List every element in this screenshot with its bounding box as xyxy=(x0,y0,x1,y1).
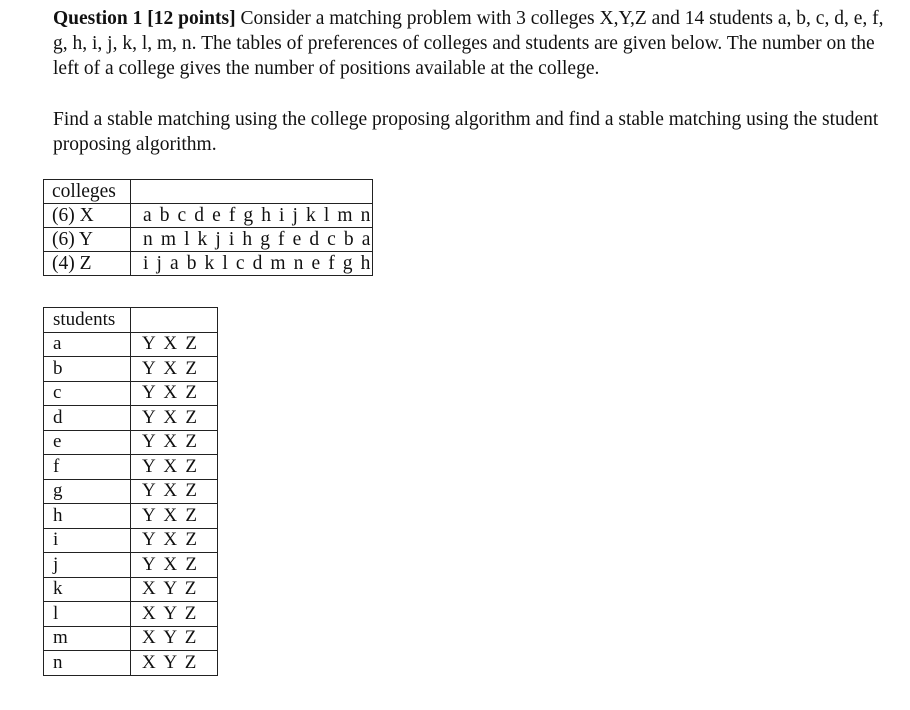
student-row xyxy=(44,406,218,431)
college-row xyxy=(44,228,373,252)
colleges-header-row xyxy=(44,180,373,204)
task-paragraph: Find a stable matching using the college proposing algorithm and find a stable matching using the student proposing algorithm. xyxy=(53,109,879,155)
students-header: students xyxy=(44,308,131,333)
student-row xyxy=(44,528,218,553)
student-name: i xyxy=(44,528,131,553)
student-preferences: Y X Z xyxy=(131,381,218,406)
student-preferences: X Y Z xyxy=(131,602,218,627)
student-row xyxy=(44,381,218,406)
student-preferences: Y X Z xyxy=(131,406,218,431)
student-name: c xyxy=(44,381,131,406)
student-name: h xyxy=(44,504,131,529)
student-name: j xyxy=(44,553,131,578)
student-preferences: Y X Z xyxy=(131,332,218,357)
student-preferences: X Y Z xyxy=(131,651,218,676)
students-header-empty xyxy=(131,308,218,333)
student-name: l xyxy=(44,602,131,627)
student-name: d xyxy=(44,406,131,431)
student-preferences: X Y Z xyxy=(131,626,218,651)
student-row xyxy=(44,626,218,651)
student-preferences: Y X Z xyxy=(131,430,218,455)
college-name: (6) X xyxy=(44,204,131,228)
student-row xyxy=(44,651,218,676)
students-table xyxy=(43,307,218,676)
college-preferences: i j a b k l c d m n e f g h xyxy=(131,252,373,276)
question-paragraph xyxy=(53,6,893,81)
student-preferences: Y X Z xyxy=(131,357,218,382)
college-preferences: a b c d e f g h i j k l m n xyxy=(131,204,373,228)
student-row xyxy=(44,357,218,382)
student-row xyxy=(44,332,218,357)
colleges-table xyxy=(43,179,373,276)
student-preferences: Y X Z xyxy=(131,455,218,480)
student-row xyxy=(44,455,218,480)
college-name: (6) Y xyxy=(44,228,131,252)
colleges-header-empty xyxy=(131,180,373,204)
student-preferences: Y X Z xyxy=(131,553,218,578)
college-row xyxy=(44,252,373,276)
question-label: Question 1 [12 points] xyxy=(53,8,236,29)
student-name: a xyxy=(44,332,131,357)
student-preferences: X Y Z xyxy=(131,577,218,602)
colleges-header: colleges xyxy=(44,180,131,204)
student-preferences: Y X Z xyxy=(131,479,218,504)
student-name: k xyxy=(44,577,131,602)
student-row xyxy=(44,602,218,627)
student-row xyxy=(44,479,218,504)
college-row xyxy=(44,204,373,228)
student-name: m xyxy=(44,626,131,651)
student-name: b xyxy=(44,357,131,382)
college-name: (4) Z xyxy=(44,252,131,276)
student-name: g xyxy=(44,479,131,504)
student-preferences: Y X Z xyxy=(131,504,218,529)
student-row xyxy=(44,504,218,529)
student-name: n xyxy=(44,651,131,676)
student-preferences: Y X Z xyxy=(131,528,218,553)
question-text: Consider a matching problem with 3 colleges X,Y,Z and 14 students a, b, c, d, e, f, g, h, i, j, k, l, m, n. The tables of preferences of colleges and students are given below. The number on the left of a college gives the number of positions available at the college. xyxy=(53,8,884,79)
student-name: e xyxy=(44,430,131,455)
student-row xyxy=(44,553,218,578)
student-name: f xyxy=(44,455,131,480)
college-preferences: n m l k j i h g f e d c b a xyxy=(131,228,373,252)
student-row xyxy=(44,430,218,455)
student-row xyxy=(44,577,218,602)
students-header-row xyxy=(44,308,218,333)
